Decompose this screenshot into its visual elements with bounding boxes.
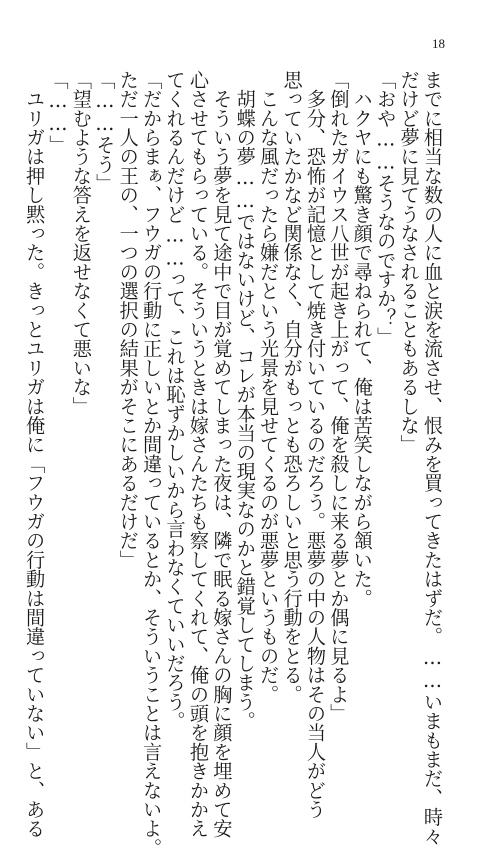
text-line: ユリガは押し黙った。きっとユリガは俺に「フウガの行動は間違っていない」と、ある [23,70,47,838]
text-line: 「……」 [46,70,70,155]
text-line: 多分、恐怖が記憶として焼き付いているのだろう。悪夢の中の人物はその当人がどう [303,70,327,819]
text-line: 思っていたかなど関係なく、自分がもっとも恐ろしいと思う行動をとる。 [280,70,304,704]
text-line: ただ一人の王の、一つの選択の結果がそこにあるだけだ」 [116,70,140,570]
text-line: までに相当な数の人に血と涙を流させ、恨みを買ってきたはずだ。……いまもまだ、時々 [421,70,444,846]
text-line: 胡蝶の夢……ではないけど、コレが本当の現実なのかと錯覚してしまう。 [233,70,257,731]
text-line: てくれるんだけど……って、これは恥ずかしいから言わなくていいだろう。 [163,70,187,731]
page-number: 18 [432,36,445,51]
text-line: 「倒れたガイウス八世が起き上がって、俺を殺しに来る夢とか偶に見るよ」 [327,70,351,723]
text-line: 「望むような答えを返せなくて悪いな」 [69,70,93,416]
text-line: 「……そう」 [93,70,117,193]
text-line: こんな風だったら嫌だという光景を見せてくるのが悪夢というものだ。 [257,70,281,704]
text-line: そういう夢を見て途中で目が覚めてしまった夜は、隣で眠る嫁さんの胸に顔を埋めて安 [210,70,234,838]
text-line: だけど夢に見てうなされることもあるしな」 [397,70,421,454]
text-line: 心させてもらっている。そういうときは嫁さんたちも察してくれて、俺の頭を抱きかかえ [186,70,210,838]
text-line: ハクヤにも驚き顔で尋ねられて、俺は苦笑しながら頷いた。 [350,70,374,608]
vertical-body-text [23,70,444,857]
text-line: 「だからまぁ、フウガの行動に正しいとか間違っているとか、そういうことは言えないよ。 [140,70,164,857]
text-line: 「おや……そうなのですか？」 [374,70,398,347]
